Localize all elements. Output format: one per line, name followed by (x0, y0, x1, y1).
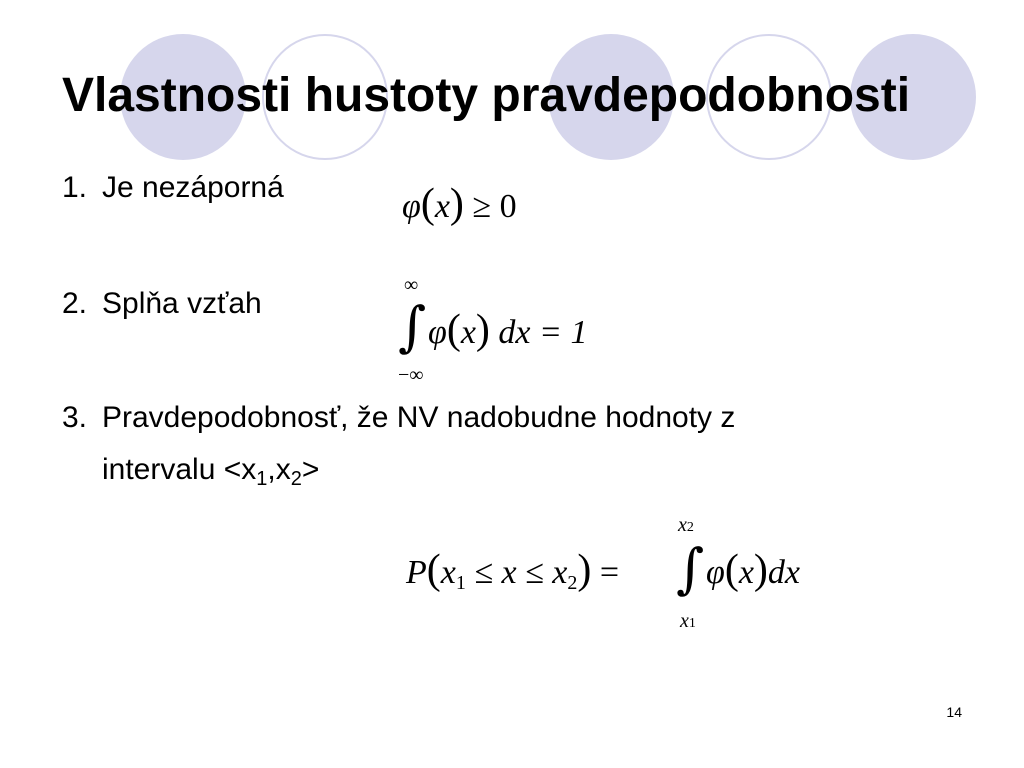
formula-normalization: φ(x) dx = 1 (428, 307, 588, 353)
integral-sign-2: ∫ (676, 537, 705, 600)
integral-lower-limit-x1: x1 (680, 610, 696, 632)
integral-sign: ∫ (398, 295, 427, 358)
list-item-1 (62, 168, 284, 208)
integral-lower-limit: −∞ (398, 364, 424, 386)
list-number: 2. (62, 287, 88, 320)
list-item-2 (62, 284, 262, 324)
list-text: Splňa vzťah (102, 287, 262, 320)
integral-upper-limit: ∞ (404, 274, 419, 296)
formula-nonnegative: φ(x) ≥ 0 (402, 181, 517, 227)
list-item-3 (62, 398, 735, 438)
list-text: Pravdepodobnosť, že NV nadobudne hodnoty z (102, 401, 736, 434)
slide-title: Vlastnosti hustoty pravdepodobnosti (62, 69, 911, 122)
list-number: 1. (62, 171, 88, 204)
integral-upper-limit-x2: x2 (678, 514, 694, 536)
list-number: 3. (62, 401, 88, 434)
formula-probability-left: $P(x_1 \le x \le x_2)$ = (406, 547, 620, 594)
formula-probability-right: φ(x)dx (706, 547, 800, 593)
list-text: Je nezáporná (102, 171, 284, 204)
page-number: 14 (946, 704, 962, 720)
list-item-3-line2: intervalu $<x_1,x_2>$ (102, 453, 320, 490)
